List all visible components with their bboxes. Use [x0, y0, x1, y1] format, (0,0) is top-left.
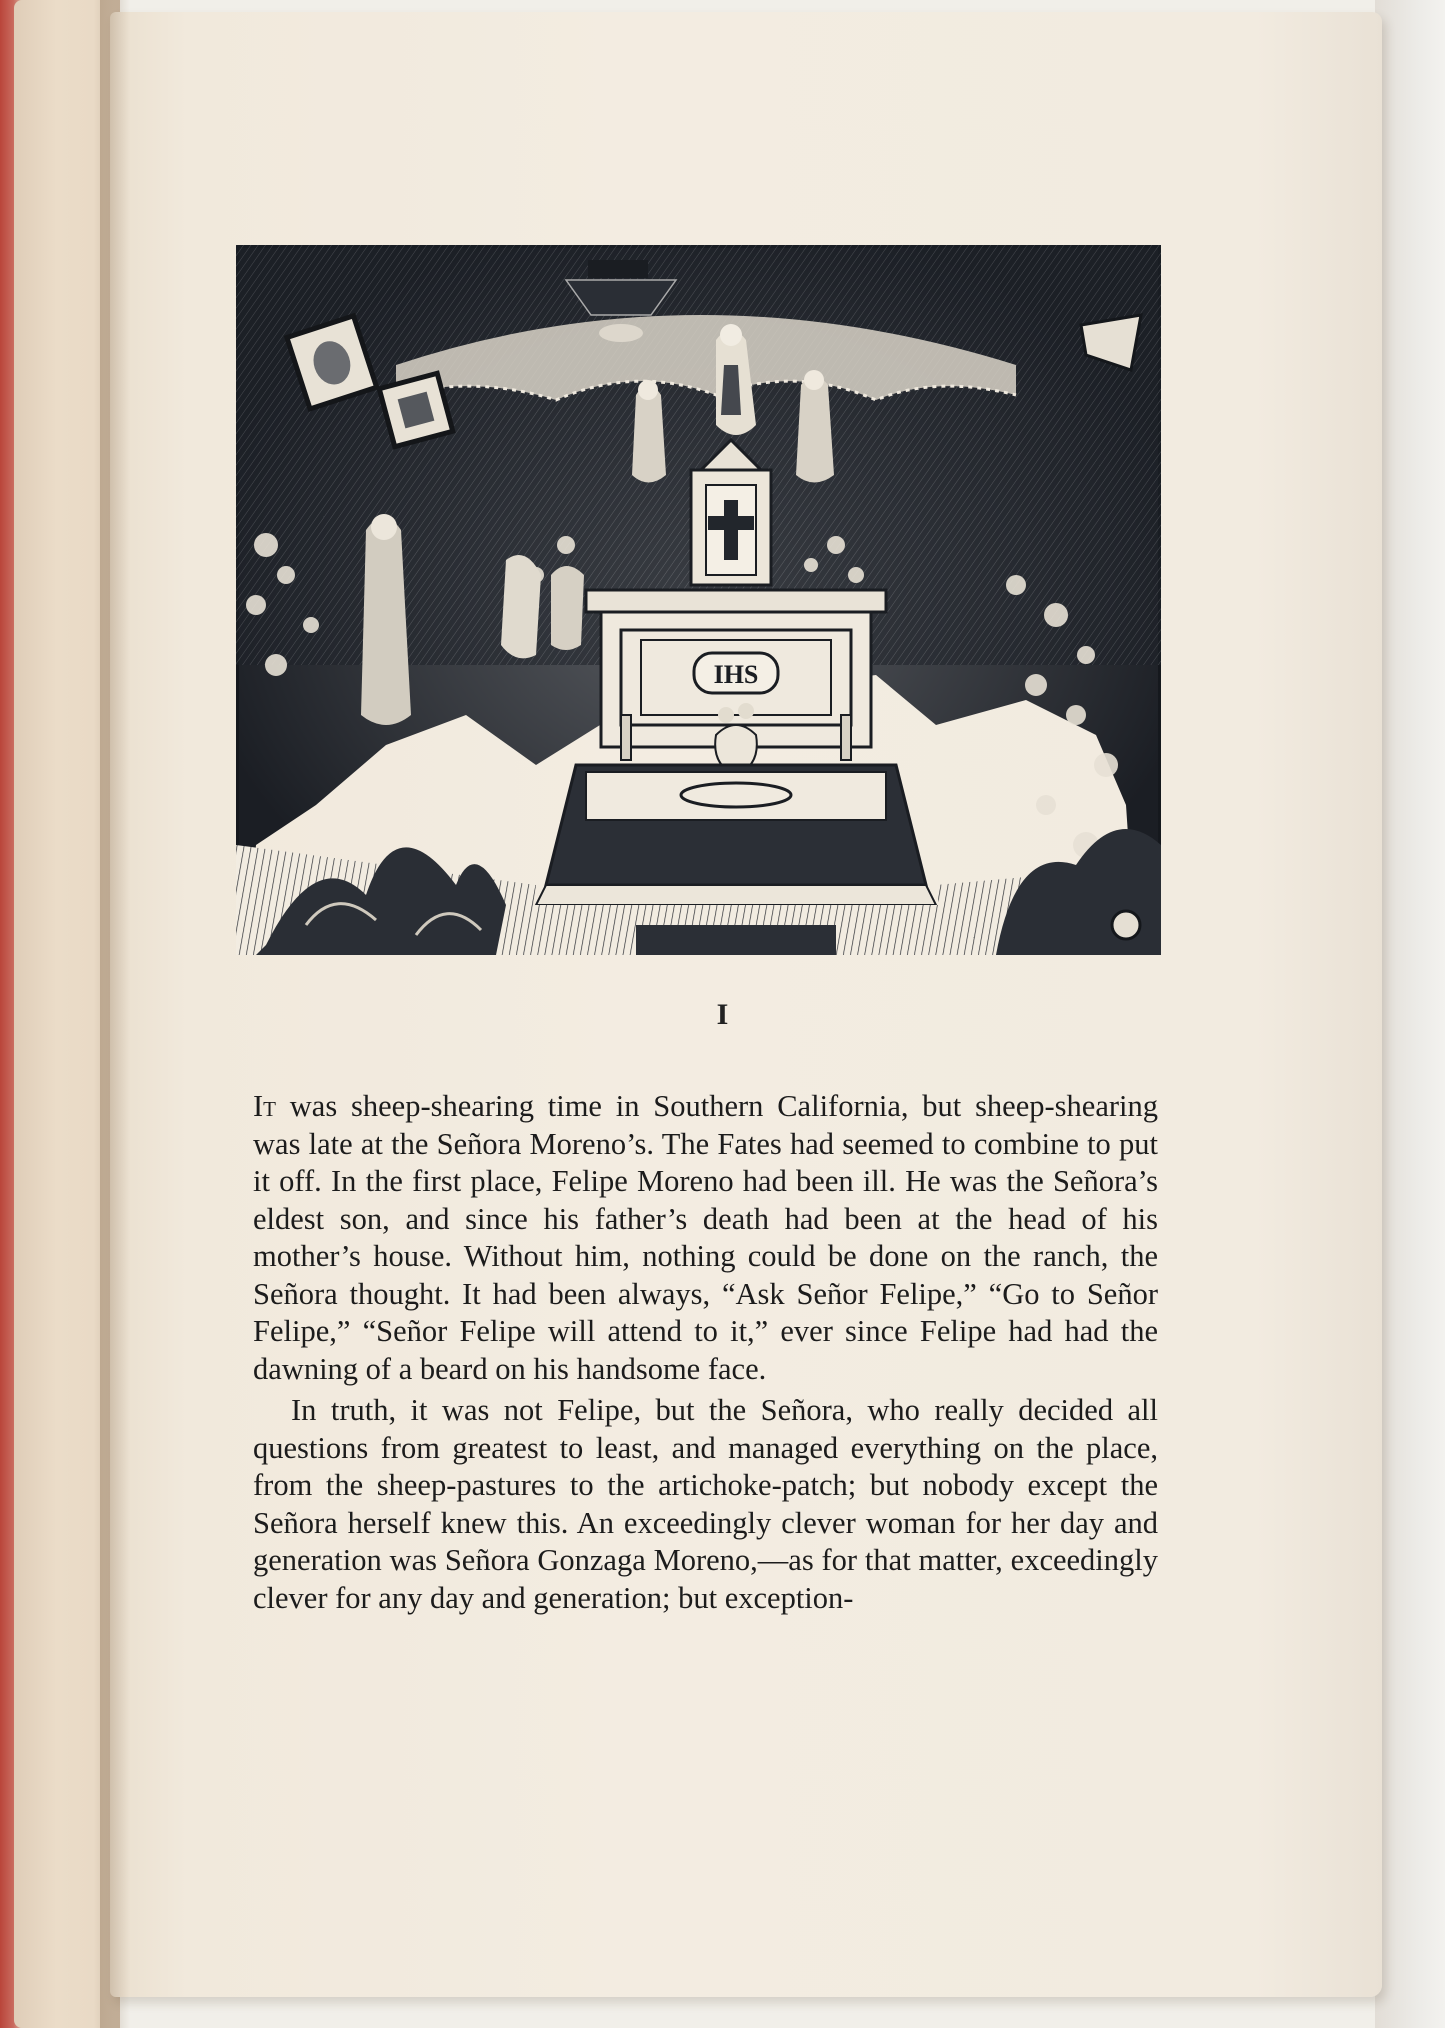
body-text [253, 1088, 1158, 1617]
ihs-monogram: IHS [713, 660, 759, 689]
chapter-numeral: I [716, 998, 729, 1031]
paragraph-1 [253, 1088, 1158, 1388]
chapel-altar-illustration [236, 245, 1161, 955]
paragraph-1-text: was sheep-shearing time in Southern California, but sheep-shearing was late at the Señora Moreno’s. The Fates had seemed to combine to put it off. In the first place, Felipe Moreno had been ill. He was the Señora’s eldest son, and since his father’s death had been at the head of his mother’s house. Without him, nothing could be done on the ranch, the Señora thought. It had been always, “Ask Señor Felipe,” “Go to Señor Felipe,” “Señor Felipe will attend to it,” ever since Felipe had had the dawning of a beard on his handsome face. [253, 1089, 1158, 1386]
opening-word: It [253, 1089, 276, 1123]
paragraph-2: In truth, it was not Felipe, but the Señora, who really decided all questions from greatest to least, and managed everything on the place, from the sheep-pastures to the artichoke-patch; but nobody except the Señora herself knew this. An exceedingly clever woman for her day and generation was Señora Gonzaga Moreno,—as for that matter, exceedingly clever for any day and generation; but exception- [253, 1393, 1158, 1615]
